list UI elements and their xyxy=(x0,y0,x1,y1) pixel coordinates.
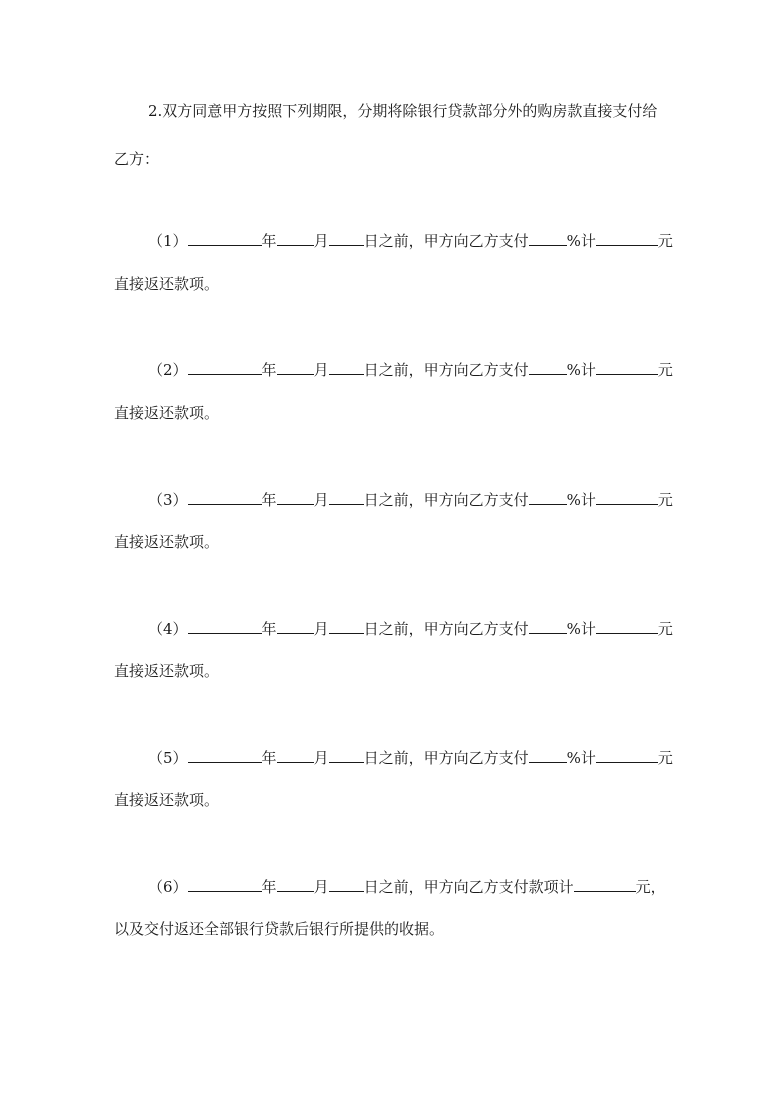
amount-blank[interactable] xyxy=(596,618,658,634)
installment-2-continuation: 直接返还款项。 xyxy=(114,404,220,422)
percent-blank[interactable] xyxy=(529,489,567,505)
month-blank[interactable] xyxy=(277,747,314,763)
year-label: 年 xyxy=(261,749,277,767)
year-blank[interactable] xyxy=(188,618,262,634)
day-blank[interactable] xyxy=(329,876,364,892)
amount-blank[interactable] xyxy=(596,747,658,763)
payment-text: 日之前，甲方向乙方支付 xyxy=(363,361,529,379)
percent-blank[interactable] xyxy=(529,359,567,375)
day-blank[interactable] xyxy=(329,230,364,246)
year-blank[interactable] xyxy=(188,230,262,246)
installment-number: （6） xyxy=(148,878,188,896)
percent-blank[interactable] xyxy=(529,618,567,634)
percent-label: %计 xyxy=(566,491,596,509)
year-label: 年 xyxy=(261,620,277,638)
installment-3-continuation: 直接返还款项。 xyxy=(114,533,220,551)
amount-blank[interactable] xyxy=(574,876,636,892)
amount-blank[interactable] xyxy=(596,489,658,505)
installment-number: （1） xyxy=(148,232,188,250)
payment-text: 日之前，甲方向乙方支付 xyxy=(363,749,529,767)
installment-3 xyxy=(148,489,673,510)
yuan-label: 元 xyxy=(657,232,673,250)
month-blank[interactable] xyxy=(277,359,314,375)
payment-text: 日之前，甲方向乙方支付 xyxy=(363,491,529,509)
year-label: 年 xyxy=(261,491,277,509)
month-label: 月 xyxy=(313,620,329,638)
intro-line-1: 2.双方同意甲方按照下列期限，分期将除银行贷款部分外的购房款直接支付给 xyxy=(148,102,658,120)
installment-5 xyxy=(148,747,673,768)
month-blank[interactable] xyxy=(277,618,314,634)
year-blank[interactable] xyxy=(188,876,262,892)
payment-text: 日之前，甲方向乙方支付 xyxy=(363,232,529,250)
installment-number: （4） xyxy=(148,620,188,638)
installment-6 xyxy=(148,876,666,897)
month-label: 月 xyxy=(313,491,329,509)
year-blank[interactable] xyxy=(188,359,262,375)
installment-6-continuation: 以及交付返还全部银行贷款后银行所提供的收据。 xyxy=(114,920,445,938)
installment-number: （5） xyxy=(148,749,188,767)
month-label: 月 xyxy=(313,878,329,896)
month-blank[interactable] xyxy=(277,876,314,892)
yuan-label: 元 xyxy=(657,749,673,767)
yuan-label: 元 xyxy=(657,491,673,509)
installment-4-continuation: 直接返还款项。 xyxy=(114,662,220,680)
month-label: 月 xyxy=(313,749,329,767)
day-blank[interactable] xyxy=(329,489,364,505)
intro-line-2: 乙方： xyxy=(114,150,160,168)
installment-number: （2） xyxy=(148,361,188,379)
installment-4 xyxy=(148,618,673,639)
year-blank[interactable] xyxy=(188,747,262,763)
year-label: 年 xyxy=(261,232,277,250)
day-blank[interactable] xyxy=(329,359,364,375)
percent-blank[interactable] xyxy=(529,747,567,763)
percent-label: %计 xyxy=(566,232,596,250)
installment-2 xyxy=(148,359,673,380)
year-blank[interactable] xyxy=(188,489,262,505)
yuan-label: 元， xyxy=(635,878,666,896)
installment-1 xyxy=(148,230,673,251)
month-blank[interactable] xyxy=(277,230,314,246)
percent-blank[interactable] xyxy=(529,230,567,246)
payment-text: 日之前，甲方向乙方支付款项计 xyxy=(363,878,574,896)
percent-label: %计 xyxy=(566,361,596,379)
month-blank[interactable] xyxy=(277,489,314,505)
month-label: 月 xyxy=(313,361,329,379)
month-label: 月 xyxy=(313,232,329,250)
yuan-label: 元 xyxy=(657,620,673,638)
amount-blank[interactable] xyxy=(596,359,658,375)
installment-5-continuation: 直接返还款项。 xyxy=(114,791,220,809)
percent-label: %计 xyxy=(566,620,596,638)
installment-1-continuation: 直接返还款项。 xyxy=(114,275,220,293)
day-blank[interactable] xyxy=(329,747,364,763)
day-blank[interactable] xyxy=(329,618,364,634)
amount-blank[interactable] xyxy=(596,230,658,246)
installment-number: （3） xyxy=(148,491,188,509)
payment-text: 日之前，甲方向乙方支付 xyxy=(363,620,529,638)
percent-label: %计 xyxy=(566,749,596,767)
year-label: 年 xyxy=(261,878,277,896)
year-label: 年 xyxy=(261,361,277,379)
yuan-label: 元 xyxy=(657,361,673,379)
